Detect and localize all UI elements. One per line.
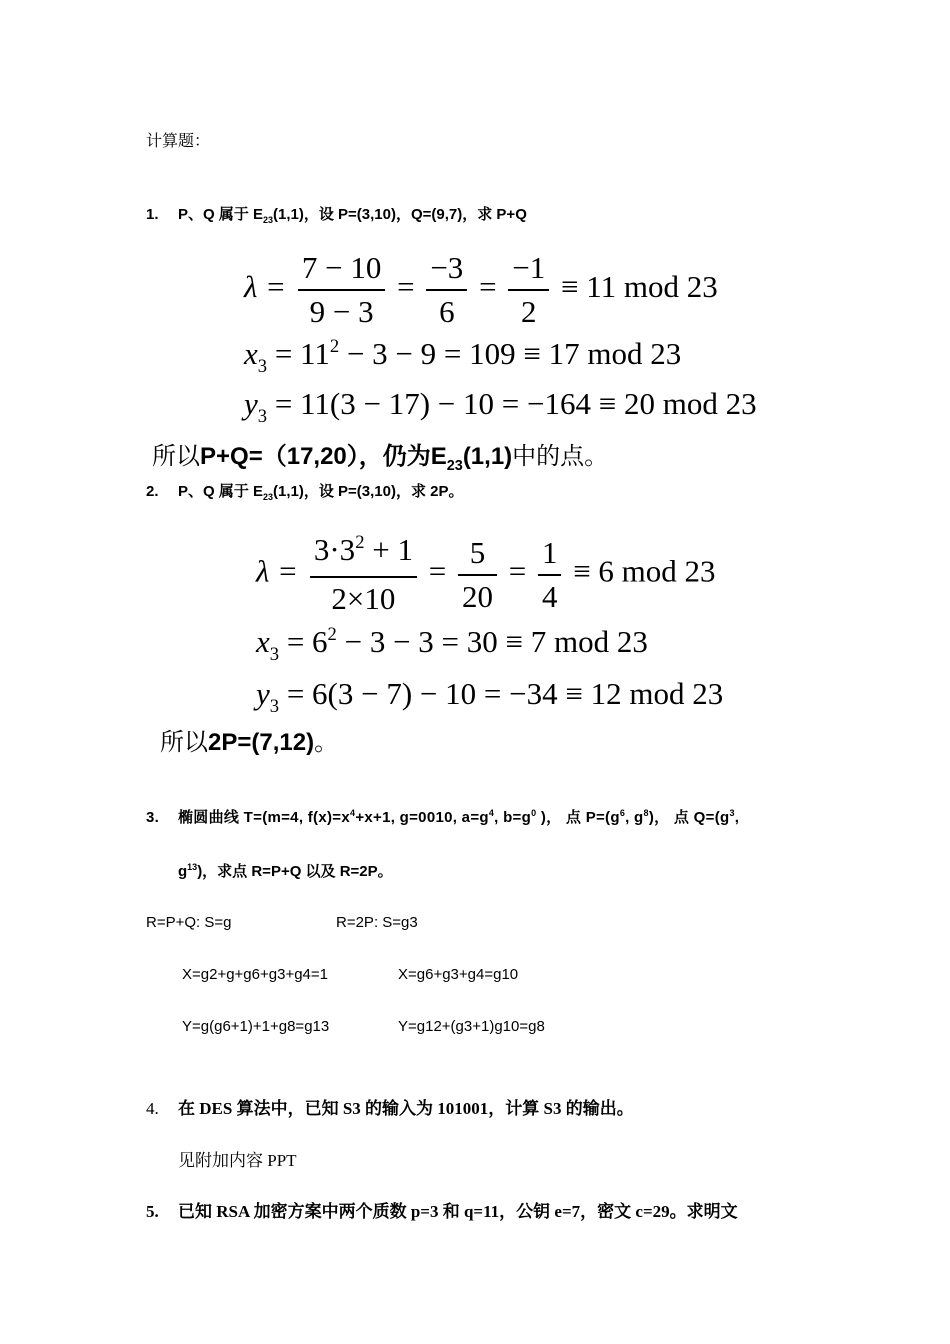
q2-y3-equation: $y_3 = 6(3 - 7) - 10 = -34 \equiv 12$ mod 23 bbox=[256, 676, 724, 717]
q2-x3-equation: $x_3 = 6^2 - 3 - 3 = 30 \equiv 7$ mod 23 bbox=[256, 624, 648, 665]
section-heading: 计算题： bbox=[146, 133, 211, 150]
q3-answer-left-2: X=g2+g+g6+g3+g4=1 bbox=[182, 966, 328, 983]
question-number: 2. bbox=[146, 483, 159, 500]
fraction: $\frac{7 - 10}{9 - 3}$ bbox=[298, 250, 385, 330]
fraction: $\frac{1}{4}$ bbox=[538, 535, 562, 615]
q1-x3-equation: $x_3 = 11^2 - 3 - 9 = 109 \equiv 17$ mod 23 bbox=[244, 336, 682, 377]
q4-answer: 见附加内容 PPT bbox=[178, 1151, 297, 1170]
q2-lambda-equation: λ = $\frac{3\cdot 3^2 + 1}{2\times 10}$ = $\frac{5}{20}$ = $\frac{1}{4}$ ≡ 6 mod 23 bbox=[256, 532, 716, 616]
fraction: $\frac{-1}{2}$ bbox=[508, 250, 549, 330]
q1-conclusion: 所以P+Q=（17,20），仍为$E_{23}(1,1)$中的点。 bbox=[152, 443, 609, 474]
fraction: $\frac{3\cdot 3^2 + 1}{2\times 10}$ bbox=[310, 532, 417, 617]
q1-y3-equation: $y_3 = 11(3 - 17) - 10 = -164 \equiv 20$ mod 23 bbox=[244, 386, 757, 427]
q3-answer-right-3: Y=g12+(g3+1)g10=g8 bbox=[398, 1018, 545, 1035]
question-3-title-line1: 3. 椭圆曲线 T=(m=4, $f(x)=x^4+x+1$, g=0010, $a=g^4$, $b=g^0$ )， 点 $P=(g^6$, $g^8$)， 点 $Q=(g^3$, bbox=[146, 808, 740, 826]
question-2-title: 2. P、Q 属于 $E_{23}(1,1)$，设 P=(3,10)，求 2P。 bbox=[146, 483, 464, 502]
question-number: 5. bbox=[146, 1202, 159, 1221]
q3-answer-left-1: R=P+Q: S=g bbox=[146, 914, 232, 931]
fraction: $\frac{5}{20}$ bbox=[458, 535, 497, 615]
question-4-title: 4. 在 DES 算法中，已知 S3 的输入为 101001，计算 S3 的输出。 bbox=[146, 1099, 634, 1118]
q3-answer-left-3: Y=g(g6+1)+1+g8=g13 bbox=[182, 1018, 330, 1035]
q2-conclusion: 所以2P=(7,12)。 bbox=[160, 729, 339, 756]
question-number: 1. bbox=[146, 206, 159, 223]
fraction: $\frac{-3}{6}$ bbox=[426, 250, 467, 330]
question-1-title: 1. P、Q 属于 $E_{23}(1,1)$，设 P=(3,10)，Q=(9,7)，求 P+Q bbox=[146, 206, 527, 225]
question-number: 4. bbox=[146, 1099, 159, 1118]
q1-lambda-equation: λ = $\frac{7 - 10}{9 - 3}$ = $\frac{-3}{6}$ = $\frac{-1}{2}$ ≡ 11 mod 23 bbox=[244, 250, 718, 329]
question-5-title: 5. 已知 RSA 加密方案中两个质数 p=3 和 q=11，公钥 e=7，密文 c=29。求明文 bbox=[146, 1202, 738, 1221]
question-3-title-line2: $g^{13}$)，求点 R=P+Q 以及 R=2P。 bbox=[178, 862, 393, 880]
question-number: 3. bbox=[146, 809, 160, 826]
q3-answer-right-1: R=2P: S=g3 bbox=[336, 914, 418, 931]
q3-answer-right-2: X=g6+g3+g4=g10 bbox=[398, 966, 519, 983]
